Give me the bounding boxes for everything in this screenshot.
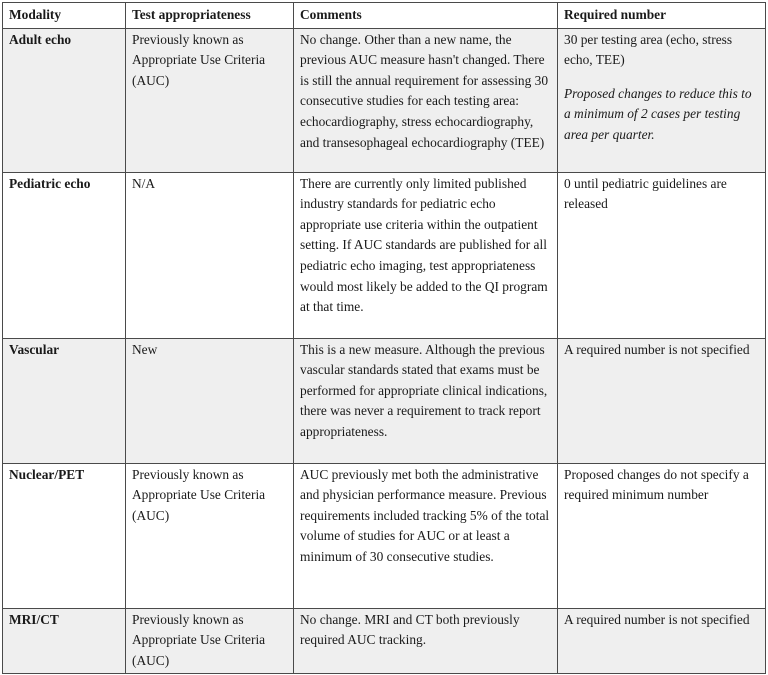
cell-required-number: 0 until pediatric guidelines are released [558, 172, 766, 338]
header-row [3, 3, 766, 29]
table-row-nuclear-pet [3, 463, 766, 608]
required-number-text: 30 per testing area (echo, stress echo, TEE) [564, 31, 733, 68]
cell-comments: There are currently only limited published industry standards for pediatric echo appropriate use criteria within the outpatient setting. If AUC standards are published for all pediatric echo imaging, test appropriateness would most likely be added to the QI program at that time. [294, 172, 558, 338]
header-comments: Comments [294, 3, 558, 29]
header-modality: Modality [3, 3, 126, 29]
cell-comments: No change. Other than a new name, the previous AUC measure hasn't changed. There is still the annual requirement for assessing 30 consecutive studies for each testing area: echocardiography, stress echocardiography, and transesophageal echocardiography (TEE) [294, 28, 558, 172]
modality-requirements-table [2, 2, 766, 674]
cell-modality: Nuclear/PET [3, 463, 126, 608]
cell-modality: Pediatric echo [3, 172, 126, 338]
cell-required-number: A required number is not specified [558, 338, 766, 463]
cell-required-number: A required number is not specified [558, 608, 766, 674]
cell-test-appropriateness: N/A [126, 172, 294, 338]
table-row-mri-ct [3, 608, 766, 674]
table-row-pediatric-echo [3, 172, 766, 338]
document-table-container [2, 2, 765, 674]
table-row-adult-echo [3, 28, 766, 172]
cell-test-appropriateness: Previously known as Appropriate Use Criteria (AUC) [126, 28, 294, 172]
cell-modality: Vascular [3, 338, 126, 463]
cell-test-appropriateness: New [126, 338, 294, 463]
cell-required-number [558, 28, 766, 172]
cell-comments: This is a new measure. Although the previous vascular standards stated that exams must be performed for appropriate clinical indications, there was never a requirement to track report appropriateness. [294, 338, 558, 463]
cell-comments: No change. MRI and CT both previously required AUC tracking. [294, 608, 558, 674]
cell-test-appropriateness: Previously known as Appropriate Use Criteria (AUC) [126, 608, 294, 674]
cell-test-appropriateness: Previously known as Appropriate Use Criteria (AUC) [126, 463, 294, 608]
cell-modality: MRI/CT [3, 608, 126, 674]
header-required-number: Required number [558, 3, 766, 29]
required-number-note: Proposed changes to reduce this to a minimum of 2 cases per testing area per quarter. [564, 85, 752, 142]
cell-required-number: Proposed changes do not specify a required minimum number [558, 463, 766, 608]
table-row-vascular [3, 338, 766, 463]
cell-modality: Adult echo [3, 28, 126, 172]
cell-comments: AUC previously met both the administrative and physician performance measure. Previous requirements included tracking 5% of the total volume of studies for AUC or at least a minimum of 30 consecutive studies. [294, 463, 558, 608]
header-test-appropriateness: Test appropriateness [126, 3, 294, 29]
